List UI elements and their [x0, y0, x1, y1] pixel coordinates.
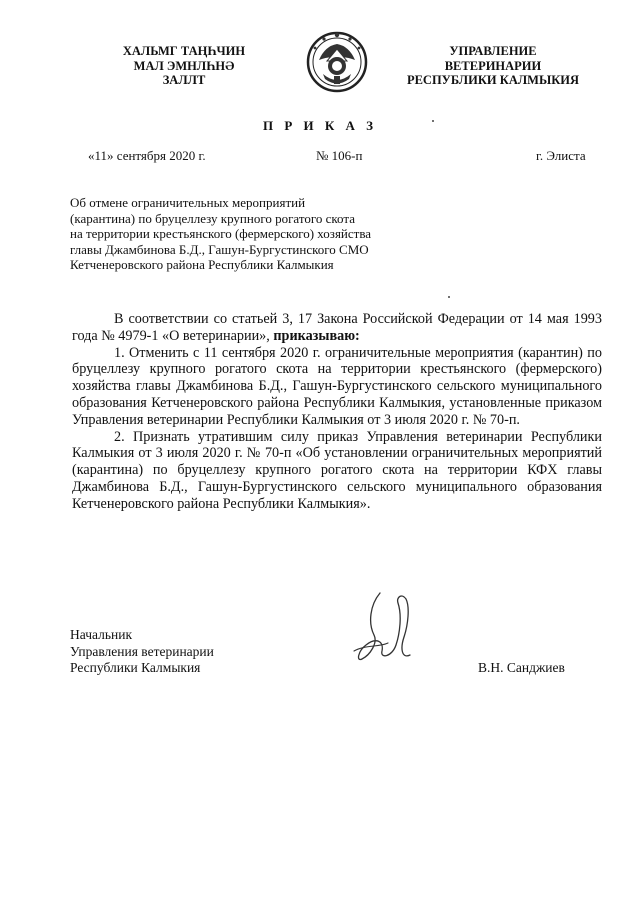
header-right-line: ВЕТЕРИНАРИИ: [444, 58, 542, 73]
order-item-1: 1. Отменить с 11 сентября 2020 г. ограничительные мероприятия (карантин) по бруцеллезу крупного рогатого скота на территории крестьянского (фермерского) хозяйства главы Джамбинова Б.Д., Гашун-Бургустинского сельского муниципального образования Кетченеровского района Республики Калмыкия, установленные приказом Управления ветеринарии Республики Калмыкия от 3 июля 2020 г. № 70-п.: [72, 344, 602, 428]
scan-speck: [432, 120, 434, 122]
signatory-position: [70, 627, 214, 677]
subject-line: (карантина) по бруцеллезу крупного рогатого скота: [70, 210, 355, 226]
subject-line: главы Джамбинова Б.Д., Гашун-Бургустинского СМО: [70, 241, 369, 257]
header-right-line: УПРАВЛЕНИЕ: [449, 44, 537, 58]
document-title: П Р И К А З: [262, 118, 378, 133]
signatory-name: В.Н. Санджиев: [478, 660, 565, 675]
header-left-kalmyk: [96, 44, 272, 88]
position-line: Республики Калмыкия: [70, 660, 201, 675]
order-subject: [70, 195, 450, 273]
order-city: г. Элиста: [536, 148, 586, 163]
header-left-line: ЗАЛЛТ: [162, 73, 206, 87]
header-right-russian: [388, 44, 598, 88]
order-date: «11» сентября 2020 г.: [88, 148, 206, 163]
subject-line: Об отмене ограничительных мероприятий: [70, 195, 306, 210]
intro-bold-word: приказываю:: [273, 327, 360, 344]
position-line: Управления ветеринарии: [70, 643, 214, 659]
order-number: № 106-п: [316, 148, 363, 163]
intro-text: В соответствии со статьей 3, 17 Закона Российской Федерации от 14 мая 1993 года № 4979-1 «О ветеринарии»,: [72, 311, 602, 344]
header-right-line: РЕСПУБЛИКИ КАЛМЫКИЯ: [406, 73, 580, 87]
subject-line: Кетченеровского района Республики Калмыкия: [70, 257, 334, 272]
position-line: Начальник: [70, 627, 133, 642]
handwritten-signature: [340, 585, 440, 675]
header-left-line: МАЛ ЭМНЛҺНӘ: [133, 58, 235, 73]
header-left-line: ХАЛЬМГ ТАҢҺЧИН: [122, 44, 246, 58]
order-body: [72, 311, 602, 513]
intro-paragraph: [72, 311, 602, 345]
subject-line: на территории крестьянского (фермерского) хозяйства: [70, 226, 372, 241]
scan-speck: [448, 296, 450, 298]
coat-of-arms-kalmykia-icon: [305, 30, 369, 94]
order-item-2: 2. Признать утратившим силу приказ Управления ветеринарии Республики Калмыкия от 3 июля 2020 г. № 70-п «Об установлении ограничительных мероприятий (карантина) по бруцеллезу крупного рогатого скота на территории КФХ главы Джамбинова Б.Д., Гашун-Бургустинского сельского муниципального образования Кетченеровского района Республики Калмыкия».: [72, 428, 602, 512]
